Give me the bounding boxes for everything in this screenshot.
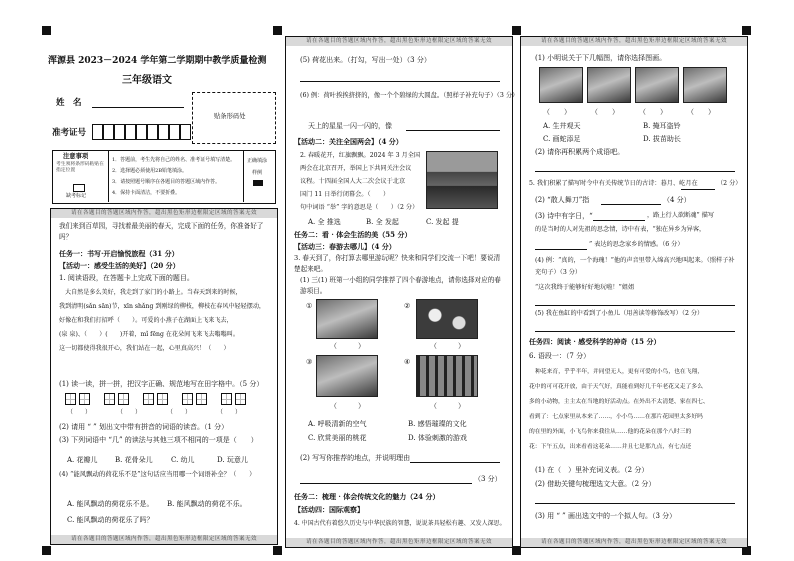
q3-prompt: 3. 春天到了，你打算去哪里游玩呢？快来和同学们交流一下吧！要说清楚起来吧。: [294, 254, 501, 273]
c3-q1-option-d[interactable]: D. 拔苗助长: [643, 135, 681, 143]
activity1-heading: 【活动一：感受生活的美好】（20 分）: [59, 261, 180, 270]
answer-line[interactable]: [406, 130, 500, 131]
q3-1: (1) 三(1) 班第一小组的同学推荐了四个春游地点，请你选择对应的春游项目。: [300, 276, 501, 295]
idiom-image-1: [539, 67, 583, 103]
c3-q5: 5. 我们积累了描写时令中有关传统节日的古诗：暮月、屹月在: [529, 180, 698, 187]
q1-3-option-d[interactable]: D. 玩意儿: [217, 456, 248, 464]
reading-line: 花：下午五点，出来看看这花朵……并且七是那九点，有七点还: [529, 444, 692, 450]
q3-option-b[interactable]: B. 感悟璀璨的文化: [408, 420, 467, 428]
q3-2: (2) 写写你推荐的地点，并说明理由: [300, 454, 411, 462]
c3-q1-option-c[interactable]: C. 画蛇添足: [543, 135, 581, 143]
q6-line: 天上的星星一闪一闪的，像: [308, 122, 392, 130]
q5: (5) 荷花出来。（打勾，写出一处）（3 分）: [300, 56, 431, 64]
q2-option-c[interactable]: C. 发起 提: [426, 218, 459, 226]
q1-3-option-a[interactable]: A. 花瓣儿: [67, 456, 98, 464]
task4-heading: 任务四：阅读 · 感受科学的神奇（15 分）: [529, 337, 661, 346]
answer-line[interactable]: [601, 204, 661, 205]
name-label: 姓 名: [56, 98, 82, 108]
q3-2-score: （3 分）: [474, 475, 502, 483]
passage-line: 这一切都使得我很开心，我们站在一起，心里真高兴！（ ）: [59, 345, 230, 352]
activity3-heading: 【活动三：春游去哪儿】（4 分）: [294, 242, 396, 251]
grid-label: （ ）: [167, 409, 192, 416]
answer-paren: （ ）: [330, 402, 365, 410]
q3-option-d[interactable]: D. 体验刺激的游戏: [408, 434, 467, 442]
q2-line: 句中词语 “举” 字的意思是（ ）（2 分）: [300, 204, 419, 211]
warning-bar: 请在各题目的答题区域内作答，超出黑色矩形边框限定区域的答案无效: [521, 538, 747, 547]
photo-number: ④: [404, 358, 411, 366]
c3-q6-1: (1) 在（ ）里补充词义表。（2 分）: [535, 466, 649, 474]
id-label: 准考证号: [52, 128, 87, 138]
reading-line: 花中的可可花开放，由于天气好，真能看到好几千年老花又走了多么: [529, 384, 703, 390]
answer-line[interactable]: [535, 503, 735, 504]
id-boxes[interactable]: [92, 124, 191, 140]
c3-q5-4: (4) 例：“真的，一个海瑰！”他的声音里带入绵高兴地叫起来。（照样子补充句子）（3 分）: [535, 257, 735, 276]
writing-grid[interactable]: [65, 393, 246, 405]
passage-line: 好像在和我们打招呼（ ）。可爱的小燕子在湖面上飞来飞去，: [59, 317, 233, 324]
idiom-image-3: [635, 67, 679, 103]
activity4-heading: 【活动四：国际观察】: [294, 505, 364, 514]
c3-q5-5: (5) 我在鱼缸的中看到了小鱼儿（用善读等修饰改写）（2 分）: [535, 310, 704, 317]
exam-title: 浑源县 2023－2024 学年第二学期期中教学质量检测: [48, 56, 267, 66]
q1-4-option-b[interactable]: B. 能风飘动的荷花不乐。: [167, 500, 247, 508]
notice-title: 注意事项: [63, 153, 89, 160]
activity2-heading: 【活动二：关注全国两会】（4 分）: [294, 137, 403, 146]
c3-q6-2: (2) 借助关键句梳理选文大意。（2 分）: [535, 480, 656, 488]
barcode-label: 贴条形码处: [214, 113, 246, 120]
c3-q5-2: (2) “散人舞刀”指: [535, 196, 590, 204]
q1-3-option-c[interactable]: C. 幼儿: [171, 456, 195, 464]
c3-q5-3: (3) 诗中有字日，“: [535, 212, 593, 220]
tiananmen-photo: [426, 151, 498, 209]
answer-paren: （ ）: [430, 342, 465, 350]
reading-line: 看到了：七点家里从本来了……，小小鸟……在那片花园里太多好吗: [529, 414, 703, 420]
exam-subject: 三年级语文: [122, 75, 172, 86]
q2-line: 两会在北京召开，举国上下共同关注会议: [300, 165, 412, 172]
reading-line: 多的小动物，主主太在当地的好活动点。在外出不太清楚、家在四七、: [529, 399, 709, 405]
warning-bar: 请在各题目的答题区域内作答，超出黑色矩形边框限定区域的答案无效: [286, 538, 512, 547]
grid-label: （ ）: [217, 409, 242, 416]
answer-paren: （ ）: [430, 402, 465, 410]
q3-option-c[interactable]: C. 欣赏美丽的桃花: [308, 434, 367, 442]
answer-line[interactable]: [535, 249, 587, 250]
palace-photo: [316, 299, 378, 339]
answer-paren: （ ）: [543, 108, 571, 116]
peach-blossom-photo: [416, 299, 478, 339]
q6: (6) 例：荷叶挨挨挤挤的，像一个个碧绿的大圆盘。（照样子补充句子）（3 分）: [300, 92, 519, 99]
notice-detail: 考生须将条形码粘贴在指定位置: [56, 162, 104, 173]
passage-line: 大自然是多么美好，我走到了家门的小路上。当春天到来的时候，: [65, 289, 242, 296]
registration-mark: [742, 26, 751, 35]
q3-option-a[interactable]: A. 呼吸清新的空气: [308, 420, 367, 428]
warning-bar: 请在各题目的答题区域内作答，超出黑色矩形边框限定区域的答案无效: [51, 535, 277, 544]
grid-label: （ ）: [67, 409, 92, 416]
answer-paren: （ ）: [687, 108, 715, 116]
registration-mark: [273, 26, 282, 35]
notice-item-3: 3．请按照题号顺序在各题目的答题区域内作答。: [112, 179, 221, 185]
warning-bar: 请在各题目的答题区域内作答，超出黑色矩形边框限定区域的答案无效: [286, 37, 512, 46]
idiom-image-4: [683, 67, 727, 103]
answer-paren: （ ）: [639, 108, 667, 116]
c3-q5-2-score: （4 分）: [663, 196, 691, 204]
answer-line[interactable]: [300, 483, 472, 484]
q2-line: 议程。十四届全国人大二次会议于北京: [300, 178, 406, 185]
c3-q5-4b: “这次我终于能够好好地玩啦！”姐姐: [535, 284, 635, 291]
q4: 4. 中国古代有着悠久历史与中华民族的智慧，说说茶具轻松有趣、又发人深思。: [294, 520, 506, 527]
registration-mark: [42, 26, 51, 35]
notice-item-4: 4．保持卡面清洁，不要折叠。: [112, 190, 181, 196]
absent-label: 缺考标记: [66, 193, 87, 199]
c3-q5-3d: ” 表达的思念家乡的情感。（6 分）: [589, 241, 684, 248]
passage-line: (泉 泉)、（ ）( )开着，mǐ fēng 在花朵间飞来飞去嗡嗡叫。: [59, 331, 239, 338]
fill-label: 正确填涂: [247, 158, 268, 164]
q2-line: 2. 春暖花开，红旗飘飘。2024 年 3 月全国: [300, 152, 421, 159]
c3-q1: (1) 小明说关于下几幅图，请你选择图画。: [535, 54, 667, 62]
q1-2: (2) 请用 “ ” 划出文中带有拼音的词语的读音。（1 分）: [59, 423, 229, 431]
answer-paren: （ ）: [330, 342, 365, 350]
registration-mark: [42, 546, 51, 555]
photo-number: ②: [404, 302, 411, 310]
fill-example: 样例: [252, 170, 263, 176]
registration-mark: [273, 546, 282, 555]
c3-q2: (2) 请你再积累两个成语吧。: [535, 148, 625, 156]
intro-text: 我们来到百草园，寻找着最美丽的春天，完成下面的任务，你准备好了吗？: [59, 222, 264, 241]
passage-line: 我到清明(sǎn sān)节，xīn shǎng 到刚绿的柳枝，柳枝在春风中轻轻摆动，: [59, 303, 266, 310]
amusement-park-photo: [316, 355, 378, 397]
notice-item-1: 1．答题前，考生先将自己的姓名、准考证号填写清楚。: [112, 157, 236, 163]
task3-heading: 任务二：梳理 · 体会传统文化的魅力（24 分）: [294, 492, 440, 501]
answer-paren: （ ）: [591, 108, 619, 116]
q2-option-a[interactable]: A. 全 推选: [308, 218, 341, 226]
task2-heading: 任务二：看 · 体会生活的美（55 分）: [294, 230, 412, 239]
photo-number: ①: [306, 302, 313, 310]
c3-q1-option-a[interactable]: A. 生井观天: [543, 122, 581, 130]
grid-label: （ ）: [117, 409, 142, 416]
c3-q5-3b: ，路上行人欲断魂” 描写: [647, 212, 715, 219]
warning-bar: 请在各题目的答题区域内作答，超出黑色矩形边框限定区域的答案无效: [51, 209, 277, 218]
warning-bar: 请在各题目的答题区域内作答，超出黑色矩形边框限定区域的答案无效: [521, 37, 747, 46]
answer-line[interactable]: [535, 331, 735, 332]
photo-number: ③: [306, 358, 313, 366]
answer-column-3: [520, 36, 748, 548]
q2-option-b[interactable]: B. 全 发起: [366, 218, 399, 226]
answer-line[interactable]: [593, 220, 645, 221]
reading-line: 种花来育，乎乎半年，并同望无人，更有可爱的小鸟，也在飞翔，: [535, 369, 704, 375]
q1-prompt: 1. 阅读语段，在答题卡上完成下面的题目。: [59, 274, 194, 282]
q1-1: (1) 读一读，拼一拼，把汉字正确、规范地写在田字格中。（5 分）: [59, 380, 264, 388]
q1-4: (4) “能风飘动的荷花乐不是”这句话应当用哪一个词语补全？（ ）: [59, 470, 256, 478]
answer-column-1: [50, 208, 278, 545]
q1-4-option-c[interactable]: C. 能风飘动的荷花乐了吗？: [67, 516, 154, 524]
fill-sample: [253, 180, 263, 186]
c3-q6-3: (3) 用 “ ” 画出选文中的一个拟人句。（3 分）: [535, 512, 677, 520]
notice-item-2: 2．选择题必须使用2B铅笔填涂。: [112, 168, 188, 174]
q1-4-option-a[interactable]: A. 能风飘动的荷花乐不是。: [67, 500, 154, 508]
q1-3: (3) 下列词语中 “几” 的读法与其他三项不相同的一项是（ ）: [59, 436, 258, 444]
c3-q5-score: （2 分）: [717, 180, 742, 187]
answer-column-2: [285, 36, 519, 548]
answer-line[interactable]: [410, 462, 500, 463]
forest-photo: [416, 355, 478, 397]
name-line[interactable]: [92, 107, 184, 108]
q2-line: 国门 11 日举行闭幕会。（ ）: [300, 191, 390, 198]
reading-line: 的在里的外面，小飞鸟你来我往从……他的花朵在那个八时三的: [529, 429, 692, 435]
answer-line[interactable]: [300, 81, 500, 82]
idiom-image-2: [587, 67, 631, 103]
registration-mark: [512, 26, 521, 35]
q1-3-option-b[interactable]: B. 花骨朵儿: [115, 456, 153, 464]
answer-line[interactable]: [535, 305, 735, 306]
task1-heading: 任务一：书写·开启愉悦旅程（31 分）: [59, 249, 179, 258]
answer-line[interactable]: [681, 189, 715, 190]
answer-line[interactable]: [535, 171, 735, 172]
c3-q6: 6. 语段一：（7 分）: [529, 352, 591, 360]
c3-q1-option-b[interactable]: B. 掩耳盗铃: [643, 122, 681, 130]
c3-q5-3c: 的是当时的人对先祖的思念情，诗中有表，“独在异乡为异客，: [535, 226, 706, 233]
